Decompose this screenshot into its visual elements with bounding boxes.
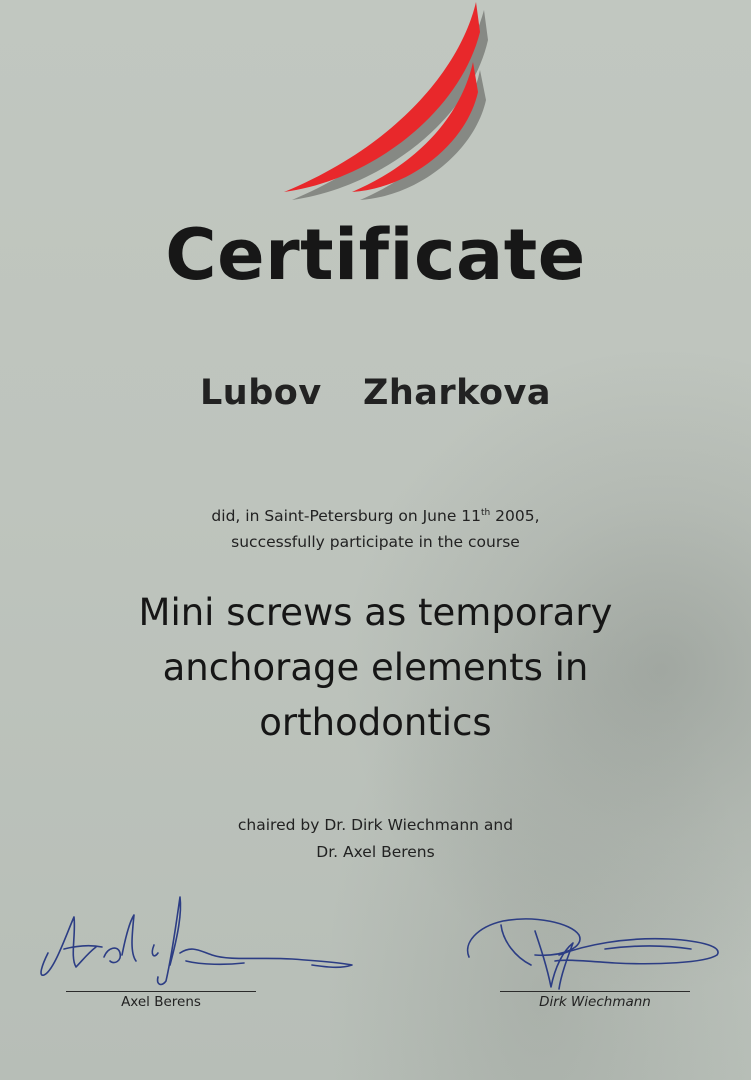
chaired-line-2: Dr. Axel Berens <box>316 843 435 861</box>
course-title <box>0 585 751 750</box>
signature-line-right <box>500 991 690 992</box>
course-title-line: anchorage elements in <box>162 646 589 689</box>
course-title-line: Mini screws as temporary <box>138 591 613 634</box>
signature-axel-berens <box>30 895 360 990</box>
participation-statement <box>0 500 751 555</box>
signature-line-left <box>66 991 256 992</box>
certificate-title: Certificate <box>165 214 586 296</box>
chaired-line-1: chaired by Dr. Dirk Wiechmann and <box>237 816 514 834</box>
recipient-name: Lubov Zharkova <box>200 373 551 413</box>
red-sail-logo-icon <box>270 0 500 215</box>
chaired-by <box>0 812 751 866</box>
date-ordinal-suffix: th <box>481 508 491 518</box>
signature-name-dirk-wiechmann: Dirk Wiechmann <box>539 994 651 1010</box>
signature-name-axel-berens: Axel Berens <box>121 994 201 1010</box>
statement-date-text: did, in Saint-Petersburg on June 11 <box>211 507 482 526</box>
statement-line-1 <box>0 500 751 529</box>
statement-year-text: 2005, <box>490 507 540 526</box>
course-title-line: orthodontics <box>259 701 492 744</box>
statement-line-2: successfully participate in the course <box>231 533 520 552</box>
signature-dirk-wiechmann <box>455 905 735 1005</box>
